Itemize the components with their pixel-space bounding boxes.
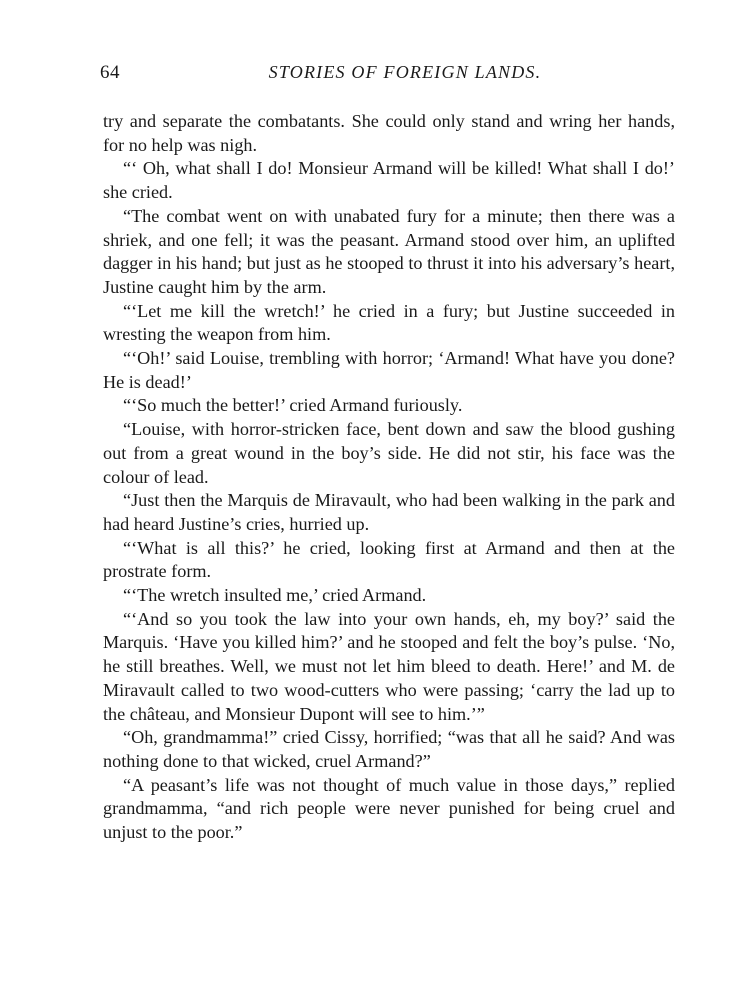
paragraph: “‘And so you took the law into your own hands, eh, my boy?’ said the Marquis. ‘Have you killed him?’ and he stooped and felt the boy’s pulse. ‘No, he still breathes. Well, we must not let him bleed to death. Here!’ and M. de Miravault called to two wood-cutters who were passing; ‘carry the lad up to the château, and Monsieur Dupont will see to him.’” — [103, 608, 675, 724]
paragraph: “Louise, with horror-stricken face, bent down and saw the blood gushing out from a great wound in the boy’s side. He did not stir, his face was the colour of lead. — [103, 419, 675, 487]
page-number: 64 — [100, 62, 120, 83]
paragraph: “‘What is all this?’ he cried, looking first at Armand and then at the prostrate form. — [103, 537, 675, 582]
body-text — [103, 110, 675, 845]
paragraph: “Just then the Marquis de Miravault, who had been walking in the park and had heard Justine’s cries, hurried up. — [103, 490, 675, 534]
paragraph: “The combat went on with unabated fury for a minute; then there was a shriek, and one fell; it was the peasant. Armand stood over him, an uplifted dagger in his hand; but just as he stooped to thrust it into his adversary’s heart, Justine caught him by the arm. — [103, 205, 675, 297]
paragraph: “‘The wretch insulted me,’ cried Armand. — [123, 585, 427, 606]
running-title: STORIES OF FOREIGN LANDS. — [268, 62, 542, 82]
paragraph: “‘Oh!’ said Louise, trembling with horror; ‘Armand! What have you done? He is dead!’ — [103, 348, 675, 392]
paragraph: “‘ Oh, what shall I do! Monsieur Armand will be killed! What shall I do!’ she cried. — [103, 158, 675, 203]
paragraph: “‘So much the better!’ cried Armand furiously. — [123, 395, 463, 416]
paragraph: “A peasant’s life was not thought of much value in those days,” replied grandmamma, “and rich people were never punished for being cruel and unjust to the poor.” — [103, 774, 675, 843]
paragraph: “‘Let me kill the wretch!’ he cried in a fury; but Justine succeeded in wresting the weapon from him. — [103, 300, 675, 345]
running-header — [100, 62, 680, 88]
paragraph: try and separate the combatants. She could only stand and wring her hands, for no help was nigh. — [103, 111, 675, 155]
paragraph: “Oh, grandmamma!” cried Cissy, horrified; “was that all he said? And was nothing done to that wicked, cruel Armand?” — [103, 727, 675, 771]
